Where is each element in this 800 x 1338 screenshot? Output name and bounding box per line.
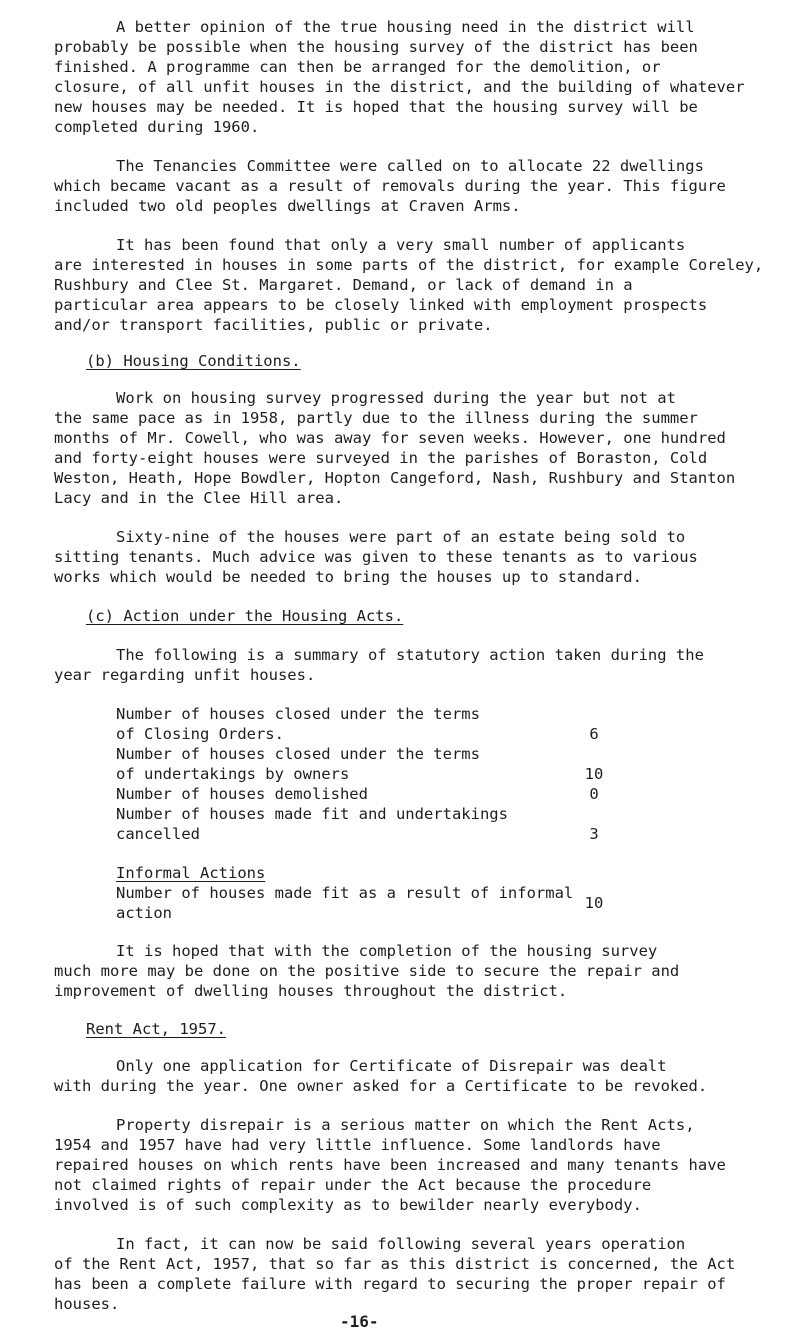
informal-item-line-1: Number of houses made fit as a result of informal <box>116 884 574 902</box>
para5-line-2: sitting tenants. Much advice was given to these tenants as to various <box>54 548 698 566</box>
para4-line-2: the same pace as in 1958, partly due to the illness during the summer <box>54 409 698 427</box>
informal-item-line-2: action <box>116 904 172 922</box>
para2-line-1: The Tenancies Committee were called on to allocate 22 dwellings <box>116 157 704 175</box>
formal-item-1-line-2: of Closing Orders. <box>116 725 284 743</box>
para9-line-4: not claimed rights of repair under the Act because the procedure <box>54 1176 652 1194</box>
informal-item-value: 10 <box>584 894 604 912</box>
formal-item-4-value: 3 <box>589 825 599 843</box>
formal-item-1-value: 6 <box>589 725 599 743</box>
para7-line-1: It is hoped that with the completion of the housing survey <box>116 942 658 960</box>
para8-line-1: Only one application for Certificate of Disrepair was dealt <box>116 1057 667 1075</box>
para9-line-2: 1954 and 1957 have had very little influence. Some landlords have <box>54 1136 661 1154</box>
formal-item-2-value: 10 <box>584 765 604 783</box>
formal-item-4-line-2: cancelled <box>116 825 200 843</box>
para4-line-3: months of Mr. Cowell, who was away for seven weeks. However, one hundred <box>54 429 726 447</box>
para1-line-1: A better opinion of the true housing need in the district will <box>116 18 695 36</box>
heading-informal-actions: Informal Actions <box>116 864 266 882</box>
para5-line-3: works which would be needed to bring the houses up to standard. <box>54 568 642 586</box>
para1-line-5: new houses may be needed. It is hoped that the housing survey will be <box>54 98 698 116</box>
formal-item-3-line-1: Number of houses demolished <box>116 785 368 803</box>
para3-line-1: It has been found that only a very small number of applicants <box>116 236 686 254</box>
para10-line-4: houses. <box>54 1295 120 1313</box>
formal-item-1-line-1: Number of houses closed under the terms <box>116 705 480 723</box>
para2-line-2: which became vacant as a result of removals during the year. This figure <box>54 177 726 195</box>
formal-item-3-value: 0 <box>589 785 599 803</box>
para3-line-2: are interested in houses in some parts of the district, for example Coreley, <box>54 256 764 274</box>
para10-line-2: of the Rent Act, 1957, that so far as this district is concerned, the Act <box>54 1255 736 1273</box>
heading-action-housing-acts: (c) Action under the Housing Acts. <box>86 607 404 625</box>
para9-line-1: Property disrepair is a serious matter on which the Rent Acts, <box>116 1116 695 1134</box>
para6-line-2: year regarding unfit houses. <box>54 666 316 684</box>
para10-line-1: In fact, it can now be said following several years operation <box>116 1235 686 1253</box>
formal-item-4-line-1: Number of houses made fit and undertakings <box>116 805 508 823</box>
heading-rent-act: Rent Act, 1957. <box>86 1020 226 1038</box>
para1-line-3: finished. A programme can then be arranged for the demolition, or <box>54 58 661 76</box>
page-number: -16- <box>340 1312 379 1331</box>
para3-line-3: Rushbury and Clee St. Margaret. Demand, or lack of demand in a <box>54 276 633 294</box>
para6-line-1: The following is a summary of statutory action taken during the <box>116 646 704 664</box>
para3-line-5: and/or transport facilities, public or private. <box>54 316 493 334</box>
para4-line-1: Work on housing survey progressed during the year but not at <box>116 389 676 407</box>
para1-line-6: completed during 1960. <box>54 118 260 136</box>
para5-line-1: Sixty-nine of the houses were part of an estate being sold to <box>116 528 686 546</box>
para7-line-3: improvement of dwelling houses throughout the district. <box>54 982 568 1000</box>
para3-line-4: particular area appears to be closely linked with employment prospects <box>54 296 708 314</box>
para9-line-5: involved is of such complexity as to bewilder nearly everybody. <box>54 1196 642 1214</box>
para8-line-2: with during the year. One owner asked for a Certificate to be revoked. <box>54 1077 708 1095</box>
formal-item-2-line-1: Number of houses closed under the terms <box>116 745 480 763</box>
para4-line-6: Lacy and in the Clee Hill area. <box>54 489 344 507</box>
para1-line-4: closure, of all unfit houses in the district, and the building of whatever <box>54 78 745 96</box>
para7-line-2: much more may be done on the positive side to secure the repair and <box>54 962 680 980</box>
para1-line-2: probably be possible when the housing survey of the district has been <box>54 38 698 56</box>
para4-line-5: Weston, Heath, Hope Bowdler, Hopton Cangeford, Nash, Rushbury and Stanton <box>54 469 736 487</box>
para4-line-4: and forty-eight houses were surveyed in the parishes of Boraston, Cold <box>54 449 708 467</box>
para10-line-3: has been a complete failure with regard to securing the proper repair of <box>54 1275 726 1293</box>
para2-line-3: included two old peoples dwellings at Craven Arms. <box>54 197 521 215</box>
formal-item-2-line-2: of undertakings by owners <box>116 765 350 783</box>
heading-housing-conditions: (b) Housing Conditions. <box>86 352 301 370</box>
para9-line-3: repaired houses on which rents have been increased and many tenants have <box>54 1156 726 1174</box>
